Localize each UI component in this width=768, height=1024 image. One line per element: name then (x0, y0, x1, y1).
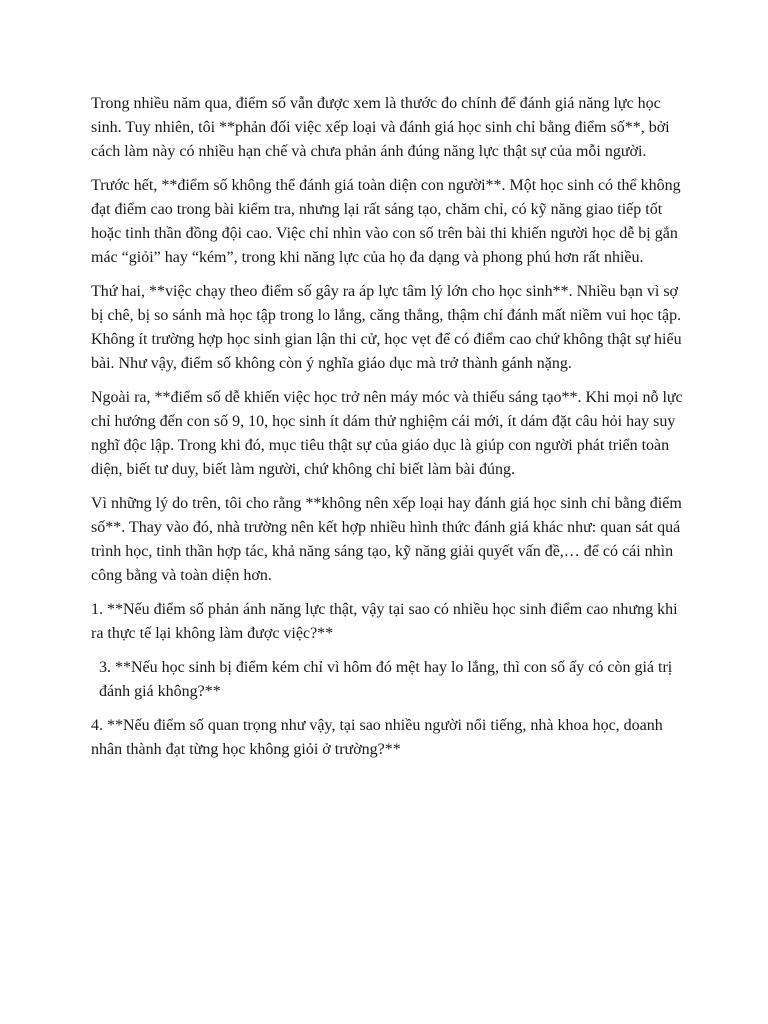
paragraph-first-argument: Trước hết, **điểm số không thể đánh giá toàn diện con người**. Một học sinh có thể không đạt điểm cao trong bài kiểm tra, nhưng lại rất sáng tạo, chăm chỉ, có kỹ năng giao tiếp tốt hoặc tinh thần đồng đội cao. Việc chỉ nhìn vào con số trên bài thi khiến người học dễ bị gắn mác “giỏi” hay “kém”, trong khi năng lực của họ đa dạng và phong phú hơn rất nhiều. (91, 177, 681, 266)
question-item-1: 1. **Nếu điểm số phản ánh năng lực thật, vậy tại sao có nhiều học sinh điểm cao nhưng khi ra thực tế lại không làm được việc?** (91, 601, 678, 642)
paragraph-second-argument: Thứ hai, **việc chạy theo điểm số gây ra áp lực tâm lý lớn cho học sinh**. Nhiều bạn vì sợ bị chê, bị so sánh mà học tập trong lo lắng, căng thẳng, thậm chí đánh mất niềm vui học tập. Không ít trường hợp học sinh gian lận thi cử, học vẹt để có điểm cao chứ không thật sự hiểu bài. Như vậy, điểm số không còn ý nghĩa giáo dục mà trở thành gánh nặng. (91, 283, 682, 372)
paragraph-intro: Trong nhiều năm qua, điểm số vẫn được xem là thước đo chính để đánh giá năng lực học sinh. Tuy nhiên, tôi **phản đối việc xếp loại và đánh giá học sinh chỉ bằng điểm số**, bởi cách làm này có nhiều hạn chế và chưa phản ánh đúng năng lực thật sự của mỗi người. (91, 95, 670, 160)
question-item-3: 3. **Nếu học sinh bị điểm kém chỉ vì hôm đó mệt hay lo lắng, thì con số ấy có còn giá trị đánh giá không?** (99, 659, 673, 700)
document-body (91, 92, 691, 772)
question-item-4: 4. **Nếu điểm số quan trọng như vậy, tại sao nhiều người nổi tiếng, nhà khoa học, doanh nhân thành đạt từng học không giỏi ở trường?** (91, 717, 663, 758)
paragraph-conclusion: Vì những lý do trên, tôi cho rằng **không nên xếp loại hay đánh giá học sinh chỉ bằng điểm số**. Thay vào đó, nhà trường nên kết hợp nhiều hình thức đánh giá khác như: quan sát quá trình học, tinh thần hợp tác, khả năng sáng tạo, kỹ năng giải quyết vấn đề,… để có cái nhìn công bằng và toàn diện hơn. (91, 495, 682, 584)
paragraph-third-argument: Ngoài ra, **điểm số dễ khiến việc học trở nên máy móc và thiếu sáng tạo**. Khi mọi nỗ lực chỉ hướng đến con số 9, 10, học sinh ít dám thử nghiệm cái mới, ít dám đặt câu hỏi hay suy nghĩ độc lập. Trong khi đó, mục tiêu thật sự của giáo dục là giúp con người phát triển toàn diện, biết tư duy, biết làm người, chứ không chỉ biết làm bài đúng. (91, 389, 683, 478)
